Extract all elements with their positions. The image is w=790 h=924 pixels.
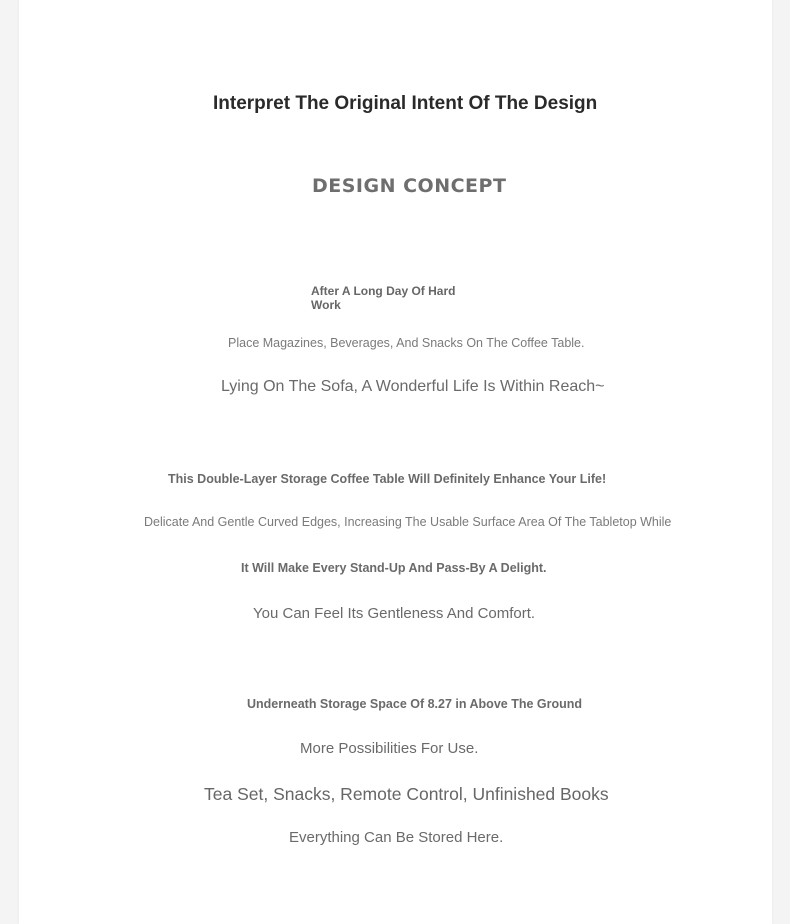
paragraph-text: It Will Make Every Stand-Up And Pass-By A Delight.: [241, 561, 547, 575]
intro-text: After A Long Day Of Hard Work: [311, 284, 456, 312]
page-title: Interpret The Original Intent Of The Design: [213, 93, 598, 114]
content-page: [19, 0, 772, 924]
paragraph-text: Underneath Storage Space Of 8.27 in Above The Ground: [247, 697, 583, 711]
paragraph-text: You Can Feel Its Gentleness And Comfort.: [253, 605, 536, 622]
paragraph-text: Everything Can Be Stored Here.: [289, 829, 504, 846]
paragraph-text: Lying On The Sofa, A Wonderful Life Is Within Reach~: [221, 378, 605, 395]
paragraph-text: This Double-Layer Storage Coffee Table Will Definitely Enhance Your Life!: [168, 472, 607, 486]
paragraph-text: Place Magazines, Beverages, And Snacks On The Coffee Table.: [228, 336, 585, 350]
section-heading: DESIGN CONCEPT: [312, 175, 507, 197]
paragraph-text: Tea Set, Snacks, Remote Control, Unfinished Books: [204, 784, 609, 804]
paragraph-text: Delicate And Gentle Curved Edges, Increasing The Usable Surface Area Of The Tabletop While: [144, 515, 672, 529]
paragraph-text: More Possibilities For Use.: [300, 740, 479, 757]
